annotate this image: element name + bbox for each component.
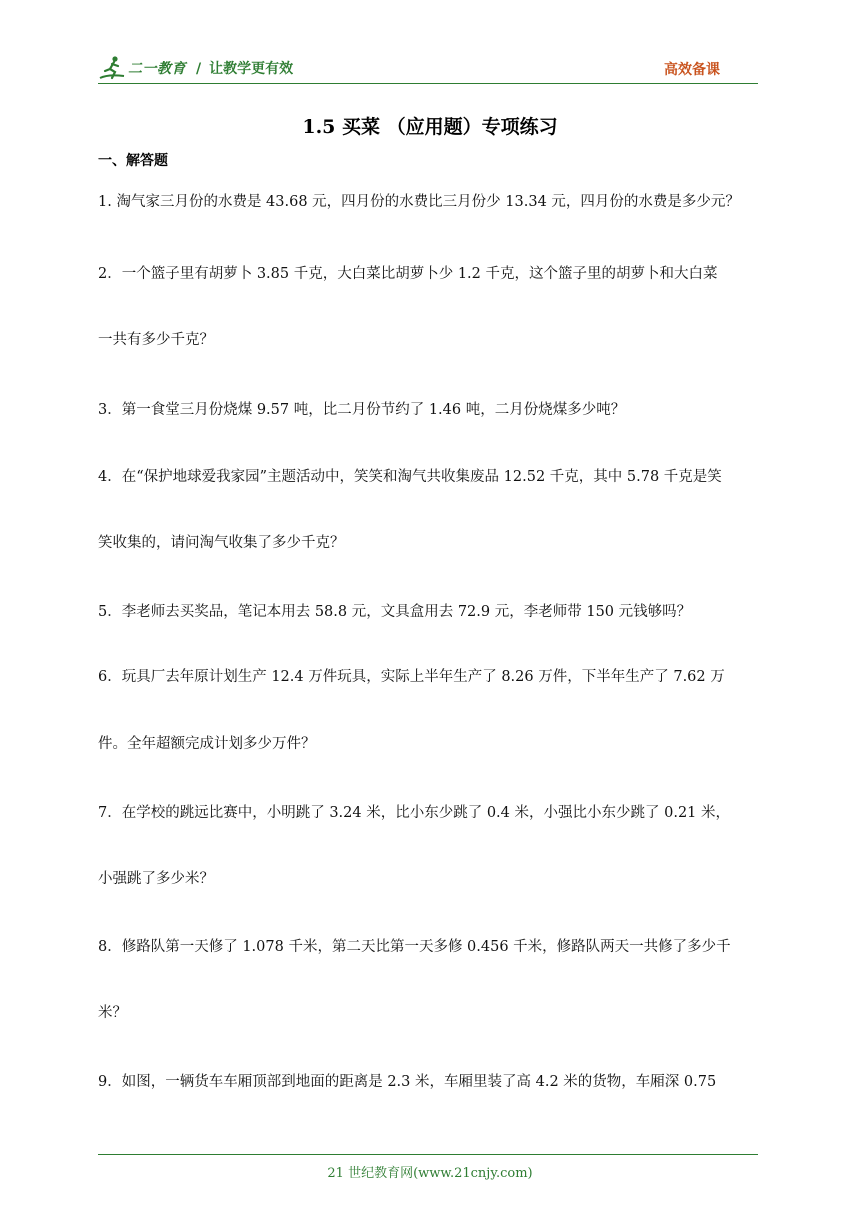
runner-icon [98, 54, 126, 82]
question-line: 笑收集的，请问淘气收集了多少千克？ [98, 535, 345, 551]
logo [98, 52, 293, 84]
question-line: 9．如图，一辆货车车厢顶部到地面的距离是 2.3 米，车厢里装了高 4.2 米的货物，车厢深 0.75 [98, 1074, 717, 1090]
question-line: 2．一个篮子里有胡萝卜 3.85 千克，大白菜比胡萝卜少 1.2 千克，这个篮子里的胡萝卜和大白菜 [98, 266, 718, 282]
page-footer: 21 世纪教育网(www.21cnjy.com) [327, 1166, 533, 1181]
header-slash: / [196, 61, 202, 77]
question-line: 1. 淘气家三月份的水费是 43.68 元，四月份的水费比三月份少 13.34 元，四月份的水费是多少元？ [98, 194, 740, 210]
question-line: 小强跳了多少米？ [98, 871, 214, 887]
header-divider [98, 83, 758, 84]
question-line: 件。全年超额完成计划多少万件？ [98, 736, 316, 752]
question-line: 8．修路队第一天修了 1.078 千米，第二天比第一天多修 0.456 千米，修路队两天一共修了多少千 [98, 939, 731, 955]
question-line: 7．在学校的跳远比赛中，小明跳了 3.24 米，比小东少跳了 0.4 米，小强比小东少跳了 0.21 米， [98, 805, 731, 821]
question-line: 米？ [98, 1005, 127, 1021]
question-line: 6．玩具厂去年原计划生产 12.4 万件玩具，实际上半年生产了 8.26 万件，下半年生产了 7.62 万 [98, 669, 725, 685]
header-right-label: 高效备课 [664, 62, 720, 78]
footer-divider [98, 1154, 758, 1155]
page-title: 1.5 买菜 （应用题）专项练习 [302, 116, 558, 138]
page-header [98, 52, 758, 84]
question-line: 5．李老师去买奖品，笔记本用去 58.8 元，文具盒用去 72.9 元，李老师带 150 元钱够吗？ [98, 604, 692, 620]
question-line: 3．第一食堂三月份烧煤 9.57 吨，比二月份节约了 1.46 吨，二月份烧煤多少吨？ [98, 402, 626, 418]
logo-text: 二一教育 [128, 61, 186, 77]
header-slogan [196, 58, 293, 78]
question-line: 4．在“保护地球爱我家园”主题活动中，笑笑和淘气共收集废品 12.52 千克，其中 5.78 千克是笑 [98, 469, 722, 485]
section-title: 一、解答题 [98, 153, 168, 169]
question-line: 一共有多少千克？ [98, 332, 214, 348]
slogan-text: 让教学更有效 [209, 61, 294, 77]
